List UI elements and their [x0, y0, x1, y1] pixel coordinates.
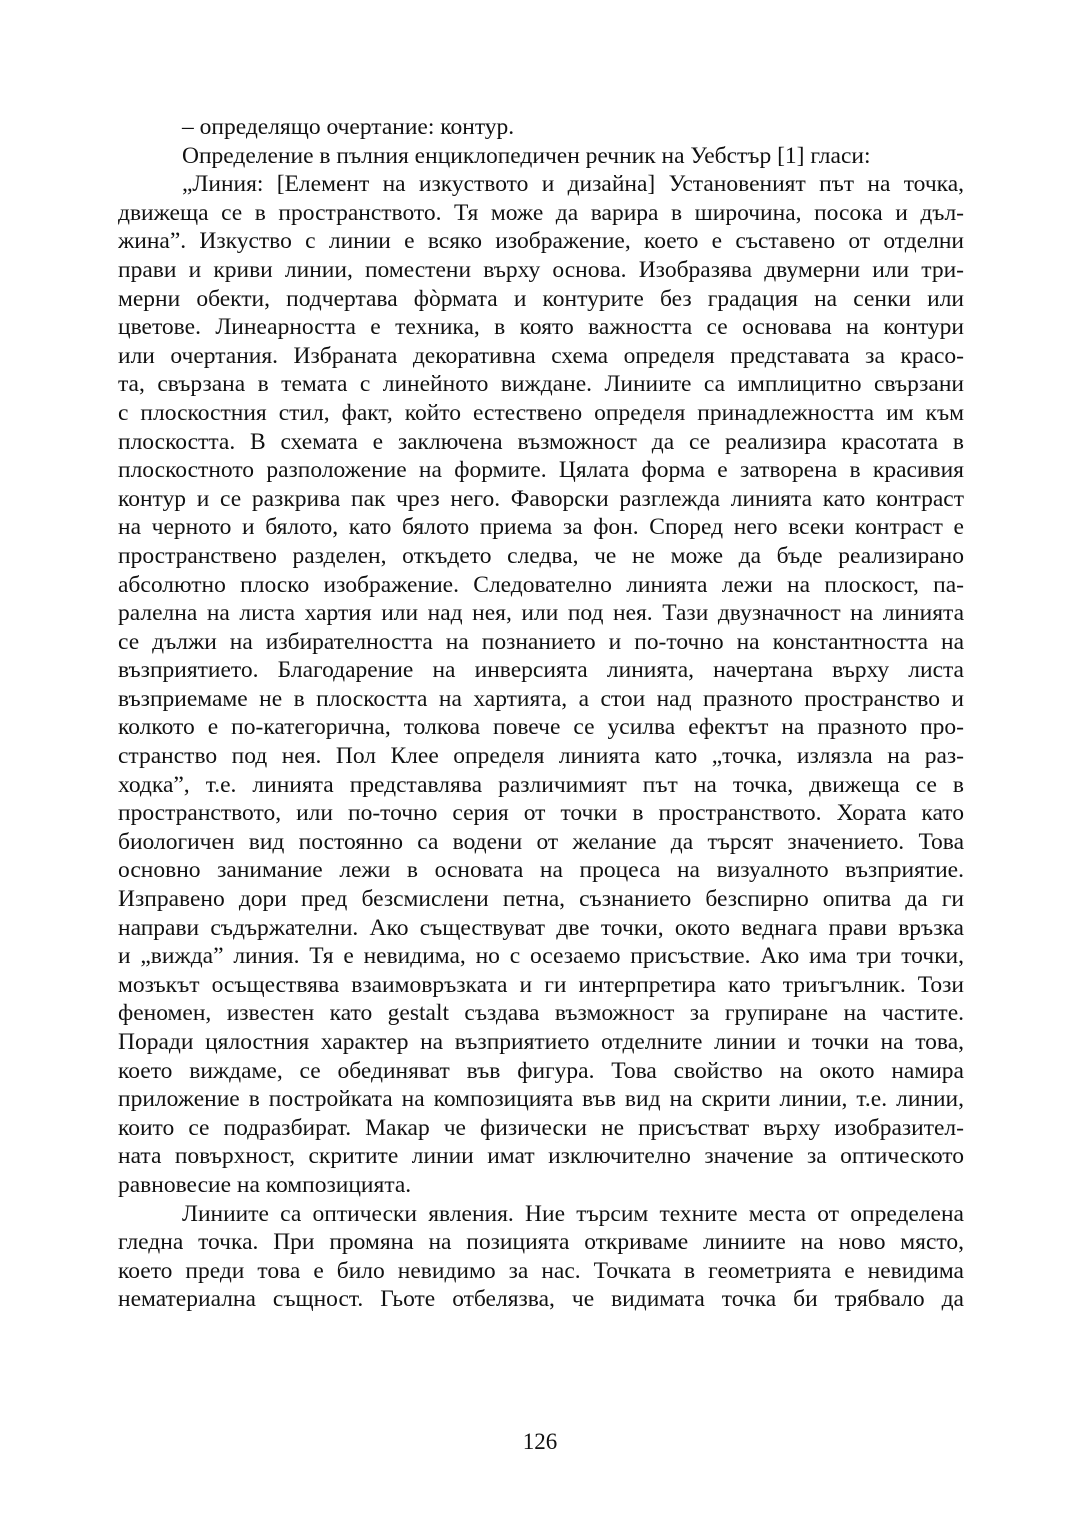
page-number: 126 — [522, 1429, 558, 1454]
text-line: та, свързана в темата с линейното виждане. Линиите са имплицитно свързани — [118, 371, 964, 398]
text-line: Изправено дори пред безсмислени петна, съзнанието безспирно опитва да ги — [118, 886, 964, 913]
text-line: които се подразбират. Макар че физически не присъстват върху изобразител- — [118, 1114, 964, 1141]
text-line: абсолютно плоско изображение. Следователно линията лежи на плоскост, па- — [118, 571, 964, 598]
paragraph — [118, 170, 964, 1199]
text-line: цветове. Линеарността е техника, в която важността се основава на контури — [118, 314, 964, 341]
paragraph — [118, 1200, 964, 1314]
text-line: с плоскостния стил, факт, който естествено определя принадлежността им към — [118, 399, 964, 426]
text-line: – определящо очертание: контур. — [182, 114, 515, 140]
text-line: Определение в пълния енциклопедичен речник на Уебстър [1] гласи: — [182, 142, 871, 169]
text-line: плоскостта. В схемата е заключена възможност да се реализира красотата в — [118, 428, 964, 455]
paragraph — [118, 113, 964, 142]
text-line: мерни обекти, подчертава фòрмата и контурите без градация на сенки или — [118, 285, 964, 312]
text-line: мозъкът осъществява взаимовръзката и ги интерпретира като триъгълник. Този — [118, 971, 964, 998]
text-line: приложение в постройката на композицията във вид на скрити линии, т.е. линии, — [118, 1086, 964, 1113]
text-line: биологичен вид постоянно са водени от желание да търсят значението. Това — [118, 828, 964, 855]
text-line: прави и криви линии, поместени върху основа. Изобразява двумерни или три- — [118, 256, 964, 283]
text-line: пространствено разделен, откъдето следва, че не може да бъде реализирано — [118, 542, 964, 569]
text-line: се дължи на избирателността на познанието и по-точно на константността на — [118, 628, 964, 655]
text-line: „Линия: [Елемент на изкуството и дизайна] Установеният път на точка, — [182, 171, 964, 198]
text-line: на черното и бялото, като бялото приема за фон. Според него всеки контраст е — [118, 514, 964, 541]
text-line: равновесие на композицията. — [118, 1171, 412, 1198]
text-line: феномен, известен като gestalt създава възможност за групиране на частите. — [118, 1000, 964, 1027]
text-line: възприемаме не в плоскостта на хартията, а стои над празното пространство и — [118, 685, 964, 712]
text-line: нематериална същност. Гьоте отбелязва, че видимата точка би трябвало да — [118, 1286, 964, 1313]
text-line: гледна точка. При промяна на позицията откриваме линиите на ново място, — [118, 1229, 964, 1256]
text-line: жина”. Изкуство с линии е всяко изображение, което е съставено от отделни — [118, 228, 964, 255]
text-line: движеща се в пространството. Тя може да варира в широчина, посока и дъл- — [118, 199, 964, 226]
text-line: което преди това е било невидимо за нас. Точката в геометрията е невидима — [118, 1257, 964, 1284]
text-line: възприятието. Благодарение на инверсията линията, начертана върху листа — [118, 657, 964, 684]
text-line: контур и се разкрива пак чрез него. Фаворски разглежда линията като контраст — [118, 485, 964, 512]
text-line: основно занимание лежи в основата на процеса на визуалното възприятие. — [118, 857, 964, 884]
text-line: пространството, или по-точно серия от точки в пространството. Хората като — [118, 800, 964, 827]
text-line: или очертания. Избраната декоративна схема определя представата за красо- — [118, 342, 964, 369]
text-line: плоскостното разположение на формите. Цялата форма е затворена в красивия — [118, 457, 964, 484]
page-body — [118, 113, 964, 1314]
text-line: ралелна на листа хартия или над нея, или под нея. Тази двузначност на линията — [118, 600, 964, 627]
text-line: ната повърхност, скритите линии имат изключително значение за оптическото — [118, 1143, 964, 1170]
text-line: Линиите са оптически явления. Ние търсим техните места от определена — [182, 1200, 964, 1227]
paragraph — [118, 142, 964, 171]
text-line: направи съдържателни. Ако съществуват две точки, окото веднага прави връзка — [118, 914, 964, 941]
text-line: ходка”, т.е. линията представлява различимият път на точка, движеща се в — [118, 771, 964, 798]
text-line: Поради цялостния характер на възприятието отделните линии и точки на това, — [118, 1029, 964, 1055]
text-line: което виждаме, се обединяват във фигура. Това свойство на окото намира — [118, 1057, 964, 1084]
text-line: странство под нея. Пол Клее определя линията като „точка, излязла на раз- — [118, 743, 964, 770]
text-line: колкото е по-категорична, толкова повече се усилва ефектът на празното про- — [118, 714, 964, 741]
text-line: и „вижда” линия. Тя е невидима, но с осезаемо присъствие. Ако има три точки, — [118, 943, 964, 970]
